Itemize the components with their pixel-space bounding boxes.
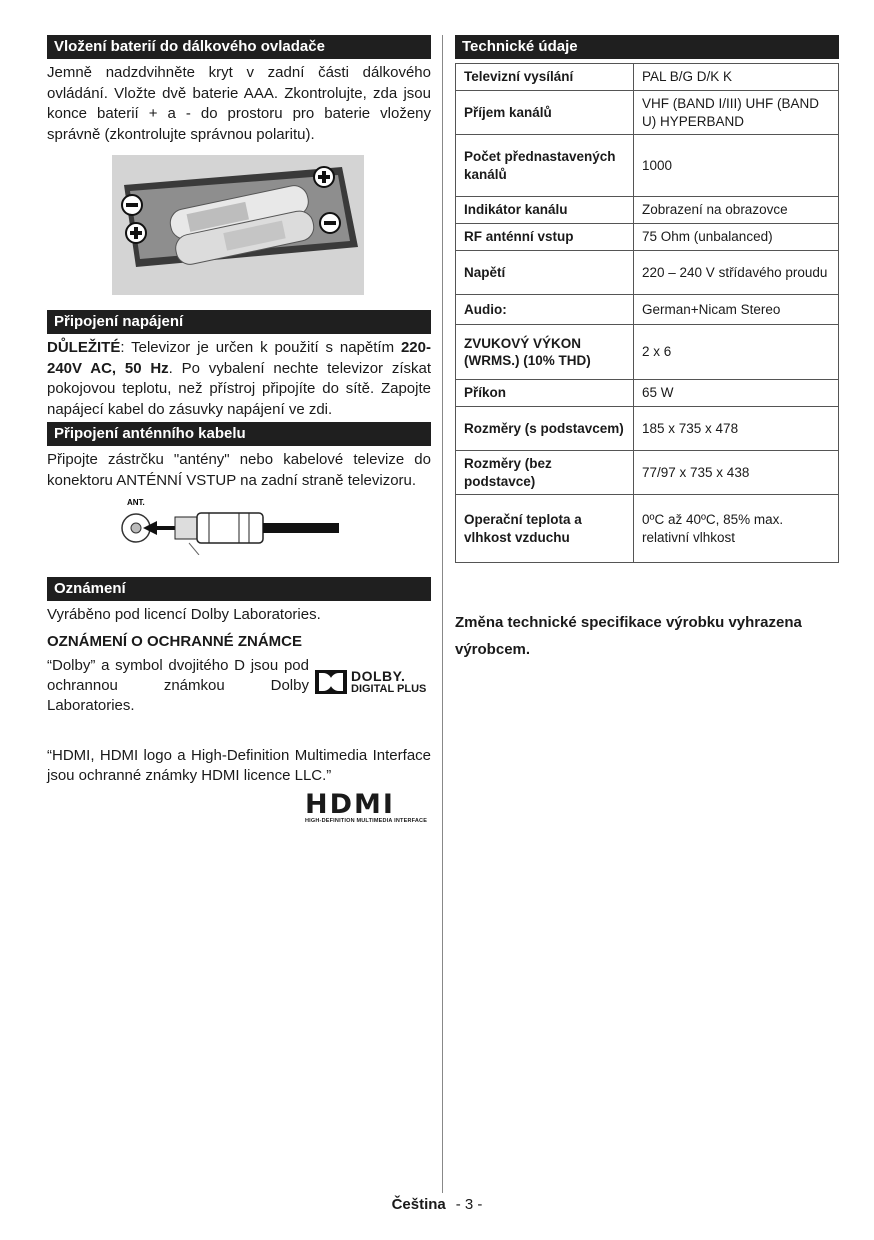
spec-key: Rozměry (s podstavcem) (456, 407, 634, 451)
spec-value: 185 x 735 x 478 (634, 407, 839, 451)
power-voltage: 220-240V AC, 50 Hz (47, 339, 431, 377)
spec-value: German+Nicam Stereo (634, 295, 839, 325)
spec-key: Indikátor kanálu (456, 197, 634, 224)
power-text-a: : Televizor je určen k použití s napětím (120, 339, 401, 356)
table-row (456, 197, 839, 224)
antenna-text: Připojte zástrčku "antény" nebo kabelové televize do konektoru ANTÉNNÍ VSTUP na zadní straně televizoru. (47, 451, 431, 489)
spec-value: 220 – 240 V střídavého proudu (634, 251, 839, 295)
antenna-heading: Připojení anténního kabelu (47, 422, 431, 446)
spec-key: Počet přednastavených kanálů (456, 135, 634, 197)
spec-heading: Technické údaje (455, 35, 839, 59)
spec-value: 0ºC až 40ºC, 85% max. relativní vlhkost (634, 495, 839, 563)
hdmi-logo-word: HDMI (305, 788, 395, 820)
spec-key: Audio: (456, 295, 634, 325)
spec-key: Příkon (456, 380, 634, 407)
spec-value: 75 Ohm (unbalanced) (634, 224, 839, 251)
table-row (456, 135, 839, 197)
table-row (456, 495, 839, 563)
notice-license: Vyráběno pod licencí Dolby Laboratories. (47, 606, 321, 623)
table-row (456, 380, 839, 407)
spec-key: Televizní vysílání (456, 64, 634, 91)
spec-value: VHF (BAND I/III) UHF (BAND U) HYPERBAND (634, 91, 839, 135)
hdmi-logo-sub: HIGH-DEFINITION MULTIMEDIA INTERFACE (305, 817, 428, 824)
table-row (456, 407, 839, 451)
spec-key: RF anténní vstup (456, 224, 634, 251)
power-heading: Připojení napájení (47, 310, 431, 334)
battery-text: Jemně nadzdvihněte kryt v zadní části dálkového ovládání. Vložte dvě baterie AAA. Zkontrolujte, zda jsou konce baterií + a - do prostoru pro baterie vloženy správně (zkontrolujte správnou polaritu). (47, 64, 431, 143)
table-row (456, 451, 839, 495)
dolby-text: “Dolby” a symbol dvojitého D jsou pod ochrannou známkou Dolby Laboratories. (47, 656, 309, 714)
table-row (456, 224, 839, 251)
spec-value: Zobrazení na obrazovce (634, 197, 839, 224)
ant-label: ANT. (127, 498, 145, 507)
power-text (47, 338, 431, 420)
polarity-minus-icon (122, 195, 142, 215)
spec-key: Operační teplota a vlhkost vzduchu (456, 495, 634, 563)
hdmi-logo (305, 788, 433, 824)
table-row (456, 295, 839, 325)
right-column (455, 35, 839, 663)
footer-language: Čeština (391, 1196, 446, 1213)
page-footer (0, 1196, 874, 1213)
page-number: - 3 - (455, 1196, 483, 1213)
battery-illustration (112, 155, 364, 295)
spec-change-note: Změna technické specifikace výrobku vyhrazena výrobcem. (455, 614, 802, 658)
spec-value: PAL B/G D/K K (634, 64, 839, 91)
battery-heading: Vložení baterií do dálkového ovladače (47, 35, 431, 59)
dolby-double-d-icon (315, 670, 347, 694)
table-row (456, 251, 839, 295)
spec-key: Příjem kanálů (456, 91, 634, 135)
table-row (456, 325, 839, 380)
spec-key: ZVUKOVÝ VÝKON (WRMS.) (10% THD) (456, 325, 634, 380)
spec-value: 65 W (634, 380, 839, 407)
table-row (456, 91, 839, 135)
antenna-connector-illustration (119, 497, 339, 555)
spec-value: 1000 (634, 135, 839, 197)
spec-key: Rozměry (bez podstavce) (456, 451, 634, 495)
spec-key: Napětí (456, 251, 634, 295)
power-text-b: . Po vybalení nechte televizor získat pokojovou teplotu, než přístroj připojíte do sítě. Zapojte napájecí kabel do zásuvky napájení ve zdi. (47, 359, 431, 418)
dolby-logo (315, 667, 427, 695)
left-column (47, 35, 431, 824)
trademark-title: OZNÁMENÍ O OCHRANNÉ ZNÁMCE (47, 632, 302, 650)
dolby-sub-text: DIGITAL PLUS (351, 682, 427, 695)
polarity-plus-icon (126, 223, 146, 243)
dolby-notice (47, 656, 431, 716)
dolby-brand-text: DOLBY. (351, 667, 406, 684)
notice-heading: Oznámení (47, 577, 431, 601)
spec-value: 2 x 6 (634, 325, 839, 380)
power-important: DŮLEŽITÉ (47, 339, 121, 356)
spec-value: 77/97 x 735 x 438 (634, 451, 839, 495)
spec-table (455, 63, 839, 563)
hdmi-text: “HDMI, HDMI logo a High-Definition Multimedia Interface jsou ochranné známky HDMI licence LLC.” (47, 746, 431, 784)
column-divider (442, 35, 443, 1193)
table-row (456, 64, 839, 91)
